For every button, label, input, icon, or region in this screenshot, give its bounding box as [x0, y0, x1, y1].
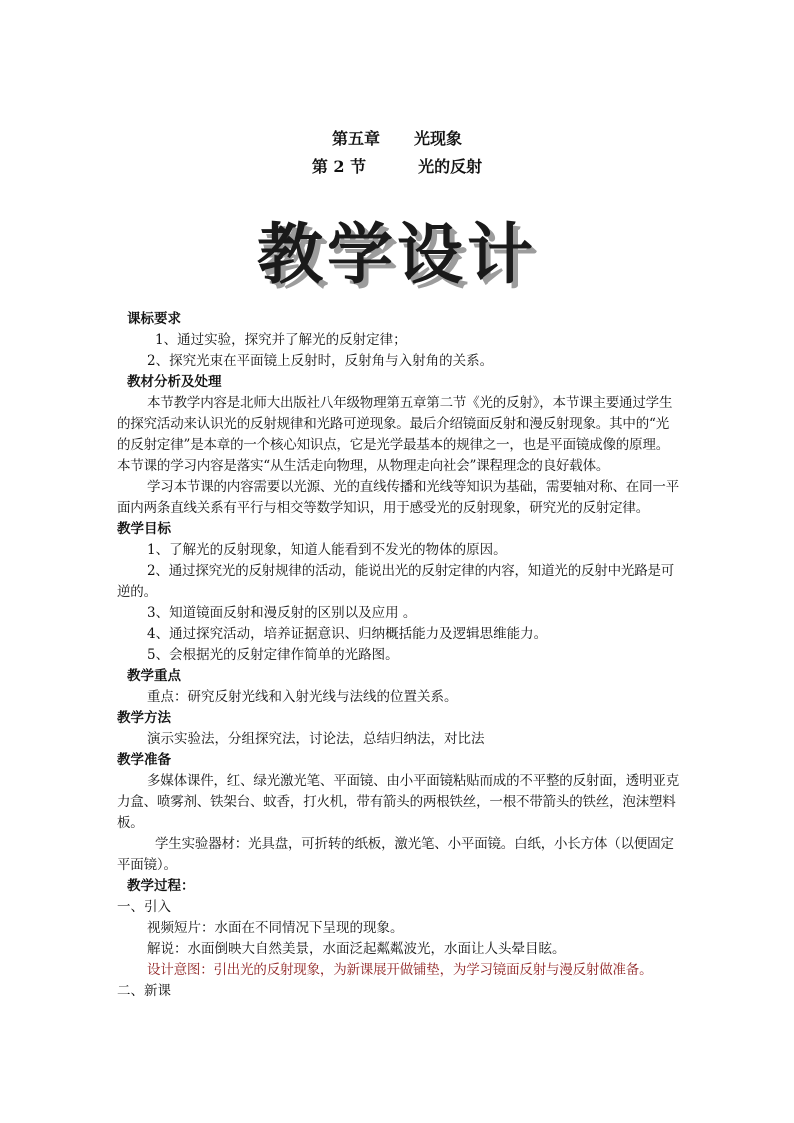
- objective-item-2: 2、通过探究光的反射规律的活动，能说出光的反射定律的内容，知道光的反射中光路是可逆的。: [117, 563, 675, 600]
- process-design-intent: 设计意图：引出光的反射现象，为新课展开做铺垫，为学习镜面反射与漫反射做准备。: [147, 962, 653, 978]
- section-title: 光的反射: [418, 157, 483, 176]
- process-explain: 解说：水面倒映大自然美景，水面泛起粼粼波光，水面让人头晕目眩。: [147, 941, 566, 957]
- objective-item-3: 3、知道镜面反射和漫反射的区别以及应用 。: [147, 605, 417, 621]
- methods-text: 演示实验法，分组探究法，讨论法，总结归纳法，对比法: [147, 731, 485, 747]
- material-paragraph-1: 本节教学内容是北师大出版社八年级物理第五章第二节《光的反射》，本节课主要通过学生的探究活动来认识光的反射规律和光路可逆现象。最后介绍镜面反射和漫反射现象。其中的“光的反射定律”是本章的一个核心知识点，它是光学最基本的规律之一，也是平面镜成像的原理。本节课的学习内容是落实“从生活走向物理，从物理走向社会”课程理念的良好载体。: [117, 395, 673, 474]
- chapter-number: 第五章: [331, 129, 380, 148]
- process-video: 视频短片：水面在不同情况下呈现的现象。: [147, 920, 404, 936]
- material-paragraph-2: 学习本节课的内容需要以光源、光的直线传播和光线等知识为基础，需要轴对称、在同一平面内两条直线关系有平行与相交等数学知识，用于感受光的反射现象，研究光的反射定律。: [117, 479, 679, 516]
- preparation-paragraph-2: 学生实验器材：光具盘，可折转的纸板，激光笔、小平面镜。白纸，小长方体（以便固定平面镜）。: [117, 836, 674, 873]
- document-body: [117, 309, 679, 1002]
- objective-item-1: 1、了解光的反射现象，知道人能看到不发光的物体的原因。: [147, 542, 507, 558]
- key-points-text: 重点：研究反射光线和入射光线与法线的位置关系。: [147, 689, 458, 705]
- heading-material: 教材分析及处理: [127, 374, 222, 390]
- heading-curriculum: 课标要求: [127, 311, 181, 327]
- process-part-intro: 一、引入: [117, 899, 171, 915]
- heading-process: 教学过程：: [127, 878, 195, 894]
- process-part-new-lesson: 二、新课: [117, 983, 171, 999]
- heading-preparation: 教学准备: [117, 752, 171, 768]
- chapter-heading: [0, 128, 794, 150]
- objective-item-5: 5、会根据光的反射定律作简单的光路图。: [147, 647, 399, 663]
- curriculum-item-1: 1、通过实验，探究并了解光的反射定律；: [155, 332, 407, 348]
- heading-methods: 教学方法: [117, 710, 171, 726]
- document-title: 教学设计: [257, 216, 537, 293]
- section-heading: [0, 156, 794, 178]
- section-number: 第 2 节: [311, 157, 367, 176]
- curriculum-item-2: 2、探究光束在平面镜上反射时，反射角与入射角的关系。: [147, 353, 494, 369]
- chapter-title: 光现象: [414, 129, 463, 148]
- heading-objectives: 教学目标: [117, 521, 171, 537]
- objective-item-4: 4、通过探究活动，培养证据意识、归纳概括能力及逻辑思维能力。: [147, 626, 548, 642]
- heading-key-points: 教学重点: [127, 668, 181, 684]
- preparation-paragraph-1: 多媒体课件，红、绿光激光笔、平面镜、由小平面镜粘贴而成的不平整的反射面，透明亚克力盒、喷雾剂、铁架台、蚊香，打火机，带有箭头的两根铁丝，一根不带箭头的铁丝，泡沫塑料板。: [117, 773, 679, 831]
